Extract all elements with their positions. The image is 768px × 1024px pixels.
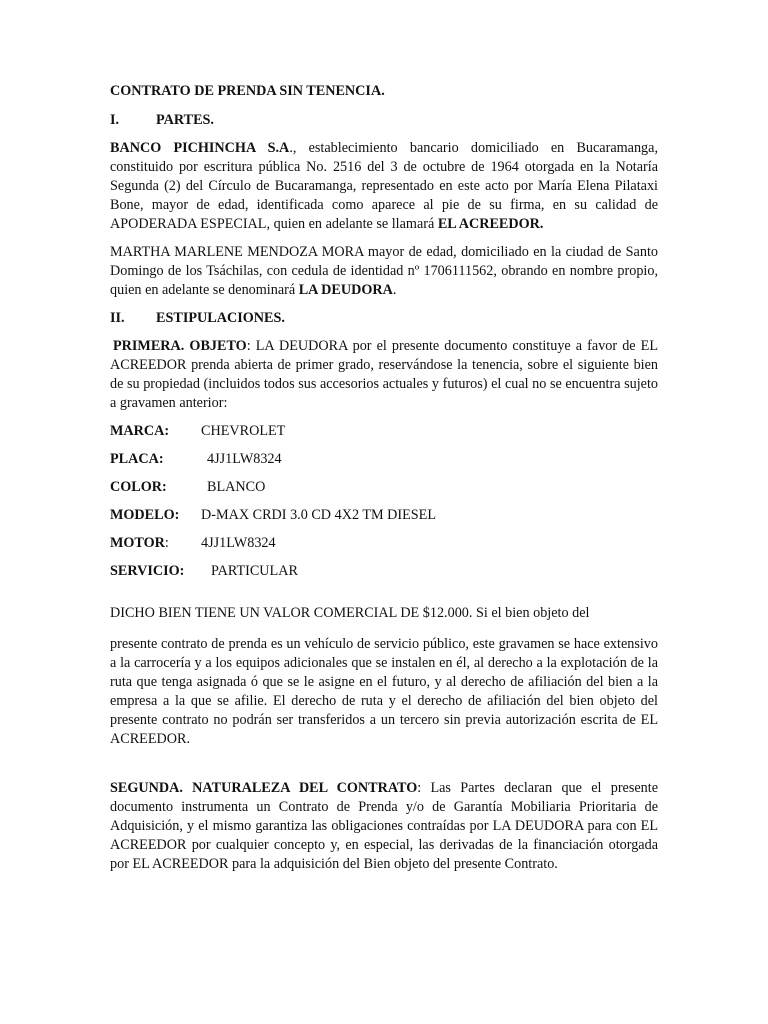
vehicle-motor-value: 4JJ1LW8324	[201, 535, 276, 551]
section-estipulaciones-heading	[110, 309, 658, 328]
party-deudora-paragraph	[110, 243, 658, 300]
vehicle-modelo-value: D-MAX CRDI 3.0 CD 4X2 TM DIESEL	[201, 507, 437, 523]
vehicle-marca-row	[110, 422, 658, 441]
vehicle-motor-label: MOTOR	[110, 535, 165, 551]
document-page	[110, 82, 658, 874]
vehicle-marca-value: CHEVROLET	[201, 423, 286, 439]
party-acreedor-role: EL ACREEDOR.	[437, 216, 544, 232]
party-deudora-role: LA DEUDORA	[298, 282, 393, 298]
section-partes-number: I.	[110, 112, 120, 128]
vehicle-marca-label: MARCA:	[110, 423, 170, 439]
clause-primera-heading: PRIMERA. OBJETO	[113, 338, 247, 354]
section-estipulaciones-number: II.	[110, 310, 125, 326]
value-paragraph: presente contrato de prenda es un vehículo de servicio público, este gravamen se hace extensivo a la carrocería y a los equipos adicionales que se instalen en él, al derecho a la explotación de la ruta que tenga asignada ó que se le asigne en el futuro, y al derecho de afiliación del bien a la empresa a la que se afilie. El derecho de ruta y el derecho de afiliación del bien objeto del presente contrato no podrán ser transferidos a un tercero sin previa autorización escrita de EL ACREEDOR.	[110, 636, 658, 747]
vehicle-placa-row	[110, 450, 658, 469]
party-acreedor-text: ., establecimiento bancario domiciliado en Bucaramanga, constituido por escritura pública No. 2516 del 3 de octubre de 1964 otorgada en la Notaría Segunda (2) del Círculo de Bucaramanga, representado en este acto por María Elena Pilataxi Bone, mayor de edad, identificada como aparece al pie de su firma, en su calidad de APODERADA ESPECIAL, quien en adelante se llamará	[110, 140, 658, 232]
clause-primera-paragraph	[110, 337, 658, 413]
party-acreedor-paragraph	[110, 139, 658, 234]
clause-segunda-heading: SEGUNDA. NATURALEZA DEL CONTRATO	[110, 780, 418, 796]
vehicle-modelo-row	[110, 506, 658, 525]
value-line: DICHO BIEN TIENE UN VALOR COMERCIAL DE $12.000. Si el bien objeto del	[110, 605, 590, 621]
vehicle-servicio-label: SERVICIO:	[110, 563, 185, 579]
section-partes-heading	[110, 111, 658, 130]
document-title: CONTRATO DE PRENDA SIN TENENCIA.	[110, 83, 385, 99]
section-partes-label: PARTES.	[156, 112, 214, 128]
vehicle-servicio-row	[110, 562, 658, 581]
clause-segunda-paragraph	[110, 779, 658, 874]
party-deudora-text: MARTHA MARLENE MENDOZA MORA mayor de edad, domiciliado en la ciudad de Santo Domingo de los Tsáchilas, con cedula de identidad nº 1706111562, obrando en nombre propio, quien en adelante se denominará	[110, 244, 658, 298]
vehicle-color-label: COLOR:	[110, 479, 167, 495]
section-estipulaciones-label: ESTIPULACIONES.	[156, 310, 285, 326]
vehicle-color-row	[110, 478, 658, 497]
vehicle-placa-value: 4JJ1LW8324	[207, 451, 282, 467]
party-acreedor-name: BANCO PICHINCHA S.A	[110, 140, 290, 156]
vehicle-servicio-value: PARTICULAR	[211, 563, 298, 579]
clause-primera-text: : LA DEUDORA por el presente documento constituye a favor de EL ACREEDOR prenda abierta de primer grado, reservándose la tenencia, sobre el siguiente bien de su propiedad (incluidos todos sus accesorios actuales y futuros) el cual no se encuentra sujeto a gravamen anterior:	[110, 338, 659, 411]
vehicle-placa-label: PLACA:	[110, 451, 164, 467]
vehicle-motor-row	[110, 534, 658, 553]
vehicle-motor-colon: :	[164, 535, 169, 551]
vehicle-modelo-label: MODELO:	[110, 507, 180, 523]
vehicle-motor-label-group	[110, 534, 201, 553]
clause-segunda-text: : Las Partes declaran que el presente documento instrumenta un Contrato de Prenda y/o de Garantía Mobiliaria Prioritaria de Adquisición, y el mismo garantiza las obligaciones contraídas por LA DEUDORA para con EL ACREEDOR por cualquier concepto y, en especial, las derivadas de la financiación otorgada por EL ACREEDOR para la adquisición del Bien objeto del presente Contrato.	[110, 780, 658, 872]
vehicle-color-value: BLANCO	[207, 479, 266, 495]
party-deudora-end: .	[392, 282, 397, 298]
